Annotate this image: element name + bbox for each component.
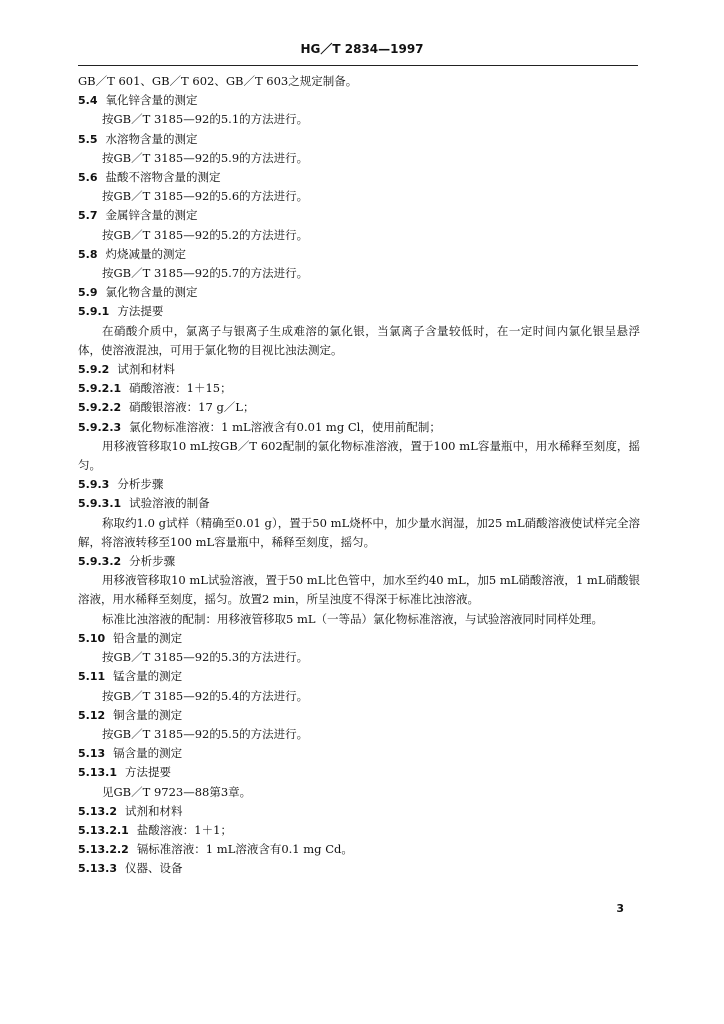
section-title: 铅含量的测定 xyxy=(113,630,183,645)
section-number: 5.9.2.2 xyxy=(78,401,122,415)
page-number: 3 xyxy=(616,902,624,915)
section-title: 金属锌含量的测定 xyxy=(105,208,198,223)
section-number: 5.13.2.1 xyxy=(78,823,129,837)
section-heading xyxy=(78,744,640,763)
section-title: 分析步骤 xyxy=(129,554,176,569)
section-title: 方法提要 xyxy=(124,765,171,780)
indented-text: 按GB／T 3185—92的5.2的方法进行。 xyxy=(102,227,309,242)
section-title: 灼烧减量的测定 xyxy=(105,246,186,261)
section-number: 5.6 xyxy=(78,171,98,185)
section-heading xyxy=(78,302,640,321)
indented-text: 按GB／T 3185—92的5.5的方法进行。 xyxy=(102,726,309,741)
section-title: 盐酸不溶物含量的测定 xyxy=(105,170,221,185)
section-number: 5.11 xyxy=(78,670,106,684)
section-number: 5.8 xyxy=(78,247,98,261)
section-title: 分析步骤 xyxy=(117,477,164,492)
section-heading xyxy=(78,494,640,513)
section-heading xyxy=(78,859,640,878)
page-header: HG／T 2834—1997 xyxy=(300,42,424,56)
section-number: 5.13.3 xyxy=(78,862,117,876)
indented-text: 按GB／T 3185—92的5.9的方法进行。 xyxy=(102,150,309,165)
section-title: 硝酸银溶液：17 g／L； xyxy=(129,400,255,415)
section-number: 5.9.2.1 xyxy=(78,382,122,396)
section-heading xyxy=(78,706,640,725)
section-title: 铜含量的测定 xyxy=(113,707,183,722)
indented-text: 按GB／T 3185—92的5.1的方法进行。 xyxy=(102,112,309,127)
section-title: 水溶物含量的测定 xyxy=(105,131,198,146)
section-heading xyxy=(78,206,640,225)
section-title: 试验溶液的制备 xyxy=(129,496,210,511)
header-rule xyxy=(78,65,638,66)
indented-text: 按GB／T 3185—92的5.6的方法进行。 xyxy=(102,189,309,204)
section-heading xyxy=(78,130,640,149)
section-heading xyxy=(78,379,640,398)
section-title: 氧化锌含量的测定 xyxy=(105,93,198,108)
indented-text: 见GB／T 9723—88第3章。 xyxy=(102,784,252,799)
section-number: 5.7 xyxy=(78,209,98,223)
section-number: 5.13.2 xyxy=(78,804,117,818)
section-title: 试剂和材料 xyxy=(124,803,183,818)
section-heading xyxy=(78,629,640,648)
section-title: 硝酸溶液：1＋15； xyxy=(129,381,232,396)
indented-text: 标准比浊溶液的配制：用移液管移取5 mL（一等品）氯化物标准溶液，与试验溶液同时同样处理。 xyxy=(102,611,604,626)
section-heading xyxy=(78,418,640,437)
section-heading xyxy=(78,245,640,264)
section-title: 锰含量的测定 xyxy=(113,669,183,684)
section-number: 5.5 xyxy=(78,132,98,146)
section-heading xyxy=(78,91,640,110)
section-number: 5.12 xyxy=(78,708,106,722)
paragraph: 称取约1.0 g试样（精确至0.01 g），置于50 mL烧杯中，加少量水润湿，加25 mL硝酸溶液使试样完全溶解，将溶液转移至100 mL容量瓶中，稀释至刻度，摇匀。 xyxy=(78,515,640,549)
section-heading xyxy=(78,168,640,187)
section-number: 5.9.1 xyxy=(78,305,110,319)
section-heading xyxy=(78,552,640,571)
section-title: 镉含量的测定 xyxy=(113,746,183,761)
section-number: 5.9.2.3 xyxy=(78,420,122,434)
section-number: 5.9 xyxy=(78,286,98,300)
section-heading xyxy=(78,763,640,782)
document-body xyxy=(78,72,640,879)
section-title: 氯化物含量的测定 xyxy=(105,285,198,300)
indented-text: 按GB／T 3185—92的5.4的方法进行。 xyxy=(102,688,309,703)
section-heading xyxy=(78,667,640,686)
paragraph: 用移液管移取10 mL按GB／T 602配制的氯化物标准溶液，置于100 mL容量瓶中，用水稀释至刻度，摇匀。 xyxy=(78,438,640,473)
section-title: 方法提要 xyxy=(117,304,164,319)
section-heading xyxy=(78,398,640,417)
section-title: 氯化物标准溶液：1 mL溶液含有0.01 mg Cl，使用前配制； xyxy=(129,419,441,434)
section-number: 5.4 xyxy=(78,94,98,108)
paragraph: 在硝酸介质中，氯离子与银离子生成难溶的氯化银，当氯离子含量较低时，在一定时间内氯化银呈悬浮体，使溶液混浊，可用于氯化物的目视比浊法测定。 xyxy=(78,323,640,357)
text-line: GB／T 601、GB／T 602、GB／T 603之规定制备。 xyxy=(78,74,358,88)
section-heading xyxy=(78,840,640,859)
section-heading xyxy=(78,283,640,302)
section-number: 5.13 xyxy=(78,747,106,761)
section-heading xyxy=(78,821,640,840)
section-title: 盐酸溶液：1＋1； xyxy=(136,822,232,837)
section-heading xyxy=(78,802,640,821)
section-title: 仪器、设备 xyxy=(124,861,183,876)
indented-text: 按GB／T 3185—92的5.3的方法进行。 xyxy=(102,650,309,665)
section-title: 试剂和材料 xyxy=(117,362,175,377)
section-title: 镉标准溶液：1 mL溶液含有0.1 mg Cd。 xyxy=(136,842,353,857)
section-number: 5.10 xyxy=(78,631,106,645)
paragraph: 用移液管移取10 mL试验溶液，置于50 mL比色管中，加水至约40 mL，加5 mL硝酸溶液，1 mL硝酸银溶液，用水稀释至刻度，摇匀。放置2 min，所呈浊度不得深于标准比浊溶液。 xyxy=(78,573,640,607)
section-number: 5.9.3.2 xyxy=(78,555,122,569)
section-heading xyxy=(78,475,640,494)
section-number: 5.9.3 xyxy=(78,478,110,492)
indented-text: 按GB／T 3185—92的5.7的方法进行。 xyxy=(102,266,309,281)
section-number: 5.9.2 xyxy=(78,363,110,377)
section-number: 5.9.3.1 xyxy=(78,497,122,511)
section-heading xyxy=(78,360,640,379)
section-number: 5.13.2.2 xyxy=(78,843,129,857)
section-number: 5.13.1 xyxy=(78,766,117,780)
